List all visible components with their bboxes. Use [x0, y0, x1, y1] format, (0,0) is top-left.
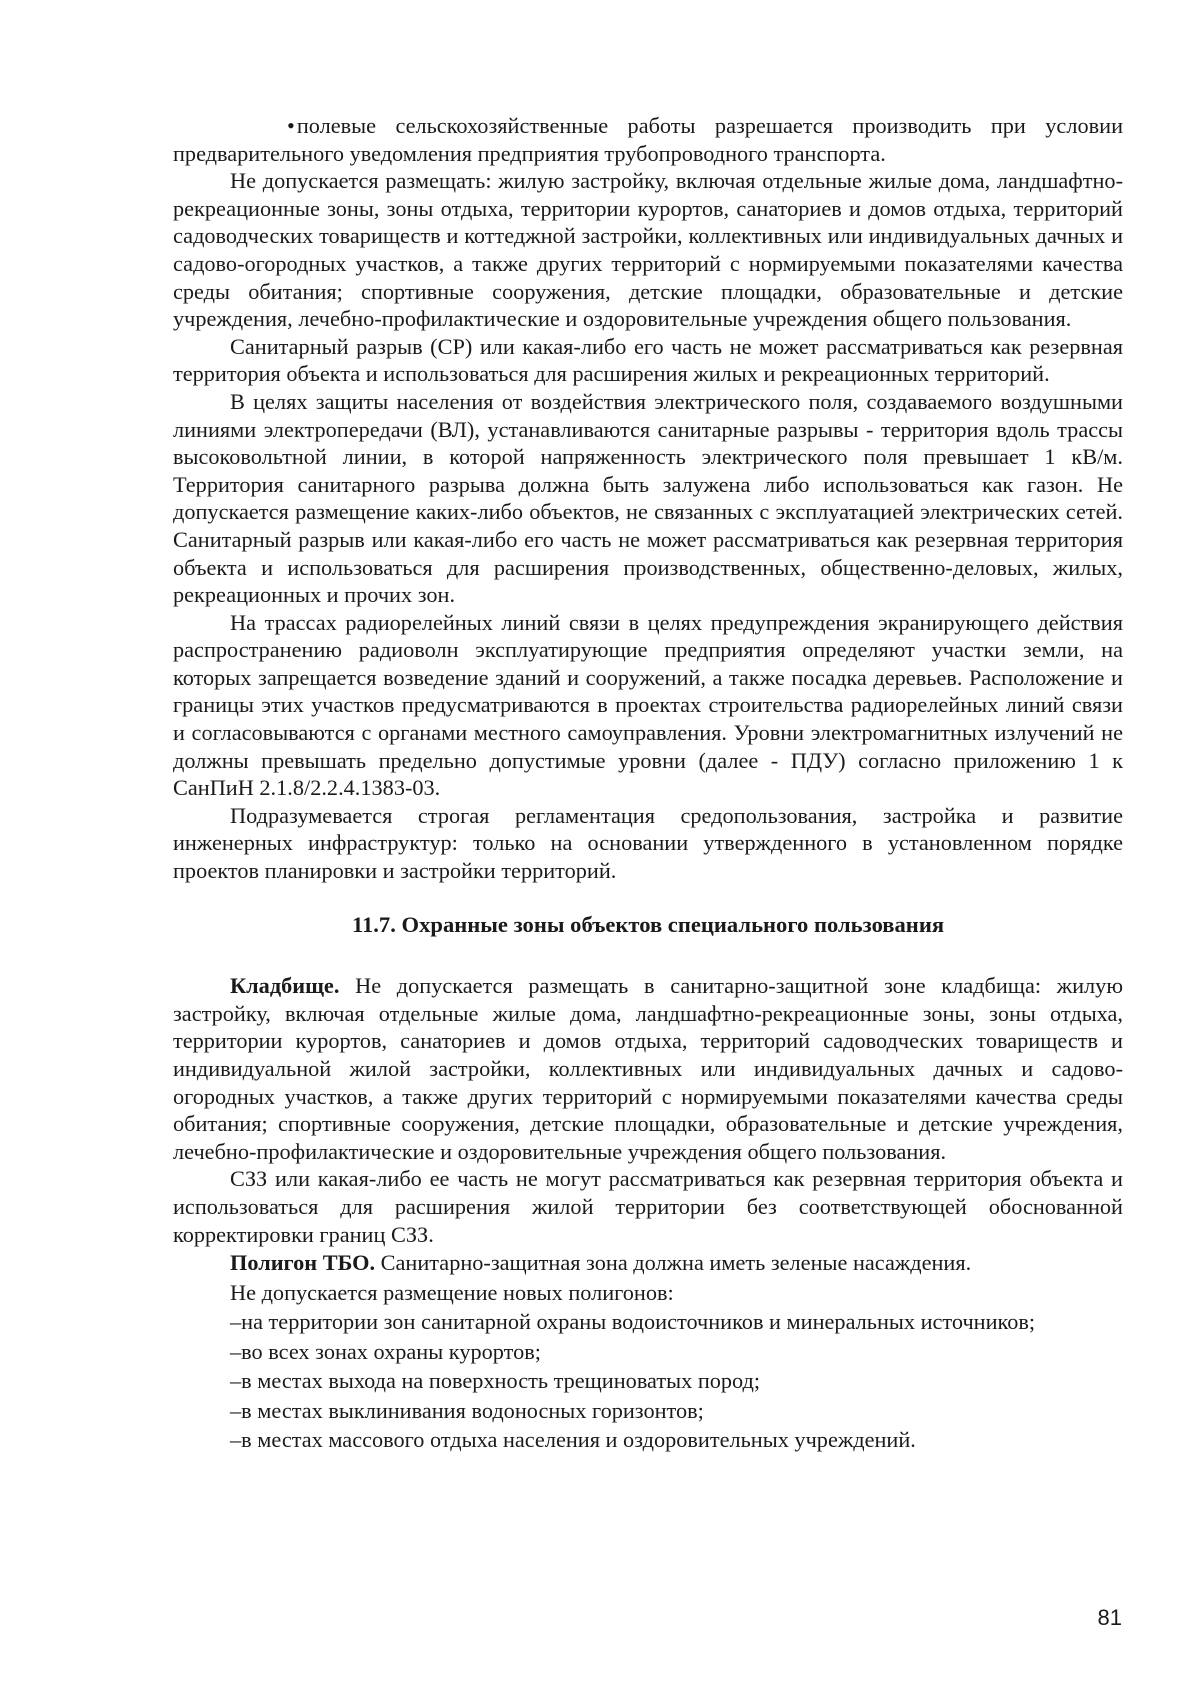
page-number: 81 [1097, 1605, 1122, 1630]
dash-icon: – [230, 1338, 242, 1364]
paragraph-regulation: Подразумевается строгая регламентация средопользования, застройка и развитие инженерных инфраструктур: только на основании утвержденного в установленном порядке проектов планировки и застройки территорий. [173, 802, 1123, 884]
bullet-paragraph-text: полевые сельскохозяйственные работы разрешается производить при условии предварительного уведомления предприятия трубопроводного транспорта. [173, 113, 1123, 166]
paragraph-szz: СЗЗ или какая-либо ее часть не могут рассматриваться как резервная территория объекта и использоваться для расширения жилой территории без соответствующей обоснованной корректировки границ СЗЗ. [173, 1166, 1123, 1247]
landfill-text: Санитарно-защитная зона должна иметь зеленые насаждения. [375, 1250, 972, 1276]
cemetery-label: Кладбище. [230, 973, 340, 999]
list-item [173, 1307, 1123, 1337]
list-item [173, 1425, 1123, 1455]
landfill-label: Полигон ТБО. [230, 1250, 376, 1276]
paragraph-cemetery [173, 972, 1123, 1165]
bullet-icon: • [287, 113, 295, 138]
page-body [173, 112, 1123, 1455]
paragraph-prohibited-placement: Не допускается размещать: жилую застройку, включая отдельные жилые дома, ландшафтно-рекреационные зоны, зоны отдыха, территории курортов, санаториев и домов отдыха, территорий садоводческих товариществ и коттеджной застройки, коллективных или индивидуальных дачных и садово-огородных участков, а также других территорий с нормируемыми показателями качества среды обитания; спортивные сооружения, детские площадки, образовательные и детские учреждения, лечебно-профилактические и оздоровительные учреждения общего пользования. [173, 168, 1123, 332]
list-item-text: в местах массового отдыха населения и оздоровительных учреждений. [241, 1427, 916, 1453]
dash-icon: – [230, 1397, 242, 1423]
dash-icon: – [230, 1368, 242, 1394]
paragraph-radio-relay: На трассах радиорелейных линий связи в целях предупреждения экранирующего действия распространению радиоволн эксплуатирующие предприятия определяют участки земли, на которых запрещается возведение зданий и сооружений, а также посадка деревьев. Расположение и границы этих участков предусматриваются в проектах строительства радиорелейных линий связи и согласовываются с органами местного самоуправления. Уровни электромагнитных излучений не должны превышать предельно допустимые уровни (далее - ПДУ) согласно приложению 1 к СанПиН 2.1.8/2.2.4.1383-03. [173, 609, 1123, 801]
list-item [173, 1396, 1123, 1426]
dash-icon: – [230, 1427, 242, 1453]
landfill-restrictions-list [173, 1307, 1123, 1455]
paragraph-landfill-intro: Не допускается размещение новых полигонов: [230, 1279, 674, 1305]
paragraph-sanitary-gap: Санитарный разрыв (СР) или какая-либо его часть не может рассматриваться как резервная территория объекта и использоваться для расширения жилых и рекреационных территорий. [173, 333, 1123, 387]
bullet-paragraph [173, 112, 1123, 167]
paragraph-power-lines: В целях защиты населения от воздействия электрического поля, создаваемого воздушными линиями электропередачи (ВЛ), устанавливаются санитарные разрывы - территория вдоль трассы высоковольтной линии, в которой напряженность электрического поля превышает 1 кВ/м. Территория санитарного разрыва должна быть залужена либо использоваться как газон. Не допускается размещение каких-либо объектов, не связанных с эксплуатацией электрических сетей. Санитарный разрыв или какая-либо его часть не может рассматриваться как резервная территория объекта и использоваться для расширения производственных, общественно-деловых, жилых, рекреационных и прочих зон. [173, 388, 1123, 608]
dash-icon: – [230, 1309, 242, 1335]
cemetery-text: Не допускается размещать в санитарно-защитной зоне кладбища: жилую застройку, включая отдельные жилые дома, ландшафтно-рекреационные зоны, зоны отдыха, территории курортов, санаториев и домов отдыха, территорий садоводческих товариществ и индивидуальной жилой застройки, коллективных или индивидуальных дачных и садово-огородных участков, а также других территорий с нормируемыми показателями качества среды обитания; спортивные сооружения, детские площадки, образовательные и детские учреждения, лечебно-профилактические и оздоровительные учреждения общего пользования. [173, 973, 1123, 1164]
list-item-text: на территории зон санитарной охраны водоисточников и минеральных источников; [241, 1309, 1036, 1335]
list-item-text: в местах выклинивания водоносных горизонтов; [241, 1397, 704, 1423]
paragraph-landfill [173, 1248, 1123, 1278]
list-item-text: в местах выхода на поверхность трещиноватых пород; [241, 1368, 761, 1394]
section-heading: 11.7. Охранные зоны объектов специального пользования [351, 911, 945, 937]
list-item-text: во всех зонах охраны курортов; [241, 1338, 541, 1364]
list-item [173, 1366, 1123, 1396]
list-item [173, 1337, 1123, 1367]
